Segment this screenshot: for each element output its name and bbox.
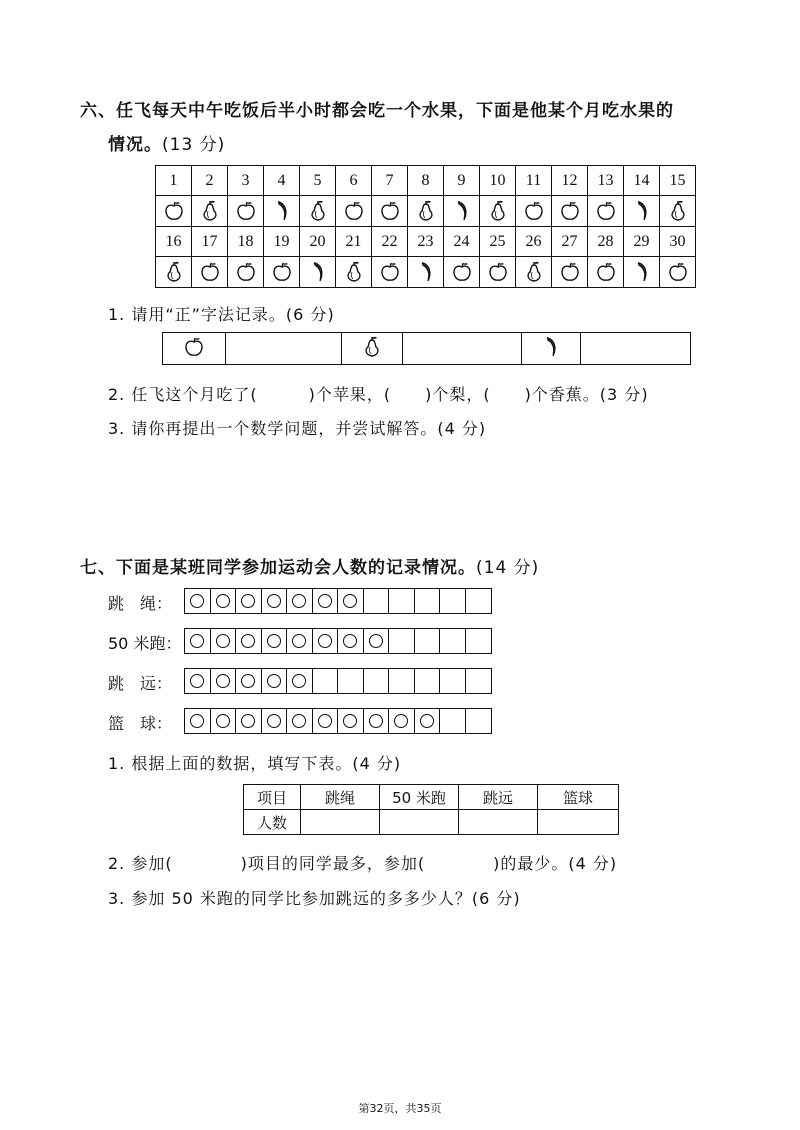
tally-cell xyxy=(236,589,262,613)
tally-cell xyxy=(440,669,466,693)
calendar-fruit-cell xyxy=(300,257,336,288)
banana-icon xyxy=(444,199,479,223)
tally-cell xyxy=(364,629,390,653)
calendar-day-row xyxy=(156,166,696,196)
apple-icon xyxy=(156,200,191,222)
circle-mark xyxy=(369,714,383,728)
tally-apple-record[interactable] xyxy=(226,333,342,364)
circle-mark xyxy=(190,674,204,688)
banana-icon xyxy=(624,260,659,284)
tally-cell xyxy=(185,669,211,693)
tally-cell xyxy=(338,589,364,613)
section6-q1: 1. 请用“正”字法记录。(6 分) xyxy=(108,305,335,324)
tally-cell xyxy=(287,709,313,733)
pear-icon xyxy=(156,260,191,284)
tally-cell xyxy=(364,709,390,733)
tally-banana-icon xyxy=(540,335,562,363)
tally-cell xyxy=(313,709,339,733)
calendar-day-number: 9 xyxy=(444,166,480,196)
pear-icon xyxy=(336,260,371,284)
calendar-day-number: 16 xyxy=(156,227,192,257)
tally-cell xyxy=(236,709,262,733)
circle-mark xyxy=(318,594,332,608)
calendar-day-number: 22 xyxy=(372,227,408,257)
tally-cell xyxy=(185,709,211,733)
tally-cell xyxy=(338,669,364,693)
calendar-fruit-cell xyxy=(336,196,372,227)
tally-banana-cell xyxy=(522,333,581,364)
circle-mark xyxy=(394,714,408,728)
tally-cell xyxy=(313,629,339,653)
pear-icon xyxy=(660,199,695,223)
calendar-day-number: 10 xyxy=(480,166,516,196)
answer-cell-50m[interactable] xyxy=(380,810,459,835)
tally-cell xyxy=(211,709,237,733)
calendar-fruit-cell xyxy=(516,196,552,227)
circle-mark xyxy=(241,674,255,688)
calendar-day-number: 28 xyxy=(588,227,624,257)
tally-cell xyxy=(262,589,288,613)
tally-cell xyxy=(313,669,339,693)
calendar-fruit-cell xyxy=(192,257,228,288)
circle-mark xyxy=(343,634,357,648)
tally-cell xyxy=(466,589,492,613)
circle-mark xyxy=(190,714,204,728)
table-row-label: 人数 xyxy=(244,810,301,835)
calendar-fruit-cell xyxy=(300,196,336,227)
tally-cell xyxy=(466,709,492,733)
tally-cell xyxy=(262,669,288,693)
table-header-cell: 跳绳 xyxy=(301,785,380,810)
tally-cell xyxy=(287,629,313,653)
tally-cell xyxy=(211,629,237,653)
calendar-fruit-cell xyxy=(408,257,444,288)
tally-cell xyxy=(262,709,288,733)
tally-cell xyxy=(211,669,237,693)
banana-icon xyxy=(408,260,443,284)
tally-cell xyxy=(236,669,262,693)
sports-count-table xyxy=(243,784,619,835)
section6-score: (13 分) xyxy=(162,135,226,155)
apple-icon xyxy=(264,261,299,283)
circle-mark xyxy=(190,594,204,608)
table-header-cell: 篮球 xyxy=(538,785,619,810)
circle-mark xyxy=(292,674,306,688)
calendar-day-row xyxy=(156,227,696,257)
circle-mark xyxy=(292,634,306,648)
tally-cell xyxy=(415,669,441,693)
tally-cell xyxy=(415,709,441,733)
sport-label-basketball: 篮 球： xyxy=(108,714,173,733)
apple-icon xyxy=(552,261,587,283)
section6-title-line2-text: 情况。 xyxy=(108,135,162,155)
circle-mark xyxy=(420,714,434,728)
tally-cell xyxy=(338,709,364,733)
circle-mark xyxy=(241,594,255,608)
banana-icon xyxy=(300,260,335,284)
calendar-fruit-row xyxy=(156,196,696,227)
calendar-day-number: 24 xyxy=(444,227,480,257)
banana-icon xyxy=(624,199,659,223)
calendar-day-number: 11 xyxy=(516,166,552,196)
table-header-cell: 跳远 xyxy=(459,785,538,810)
tally-cell xyxy=(466,669,492,693)
circle-mark xyxy=(369,634,383,648)
calendar-fruit-cell xyxy=(228,196,264,227)
apple-icon xyxy=(588,200,623,222)
calendar-fruit-row xyxy=(156,257,696,288)
apple-icon xyxy=(552,200,587,222)
circle-mark xyxy=(267,634,281,648)
pear-icon xyxy=(516,260,551,284)
answer-cell-longjump[interactable] xyxy=(459,810,538,835)
tally-cell xyxy=(185,629,211,653)
apple-icon xyxy=(588,261,623,283)
table-header-cell: 项目 xyxy=(244,785,301,810)
section6-q3: 3. 请你再提出一个数学问题，并尝试解答。(4 分) xyxy=(108,419,487,438)
tally-cell xyxy=(389,669,415,693)
calendar-day-number: 15 xyxy=(660,166,696,196)
tally-cell xyxy=(389,589,415,613)
calendar-day-number: 14 xyxy=(624,166,660,196)
apple-icon xyxy=(516,200,551,222)
calendar-day-number: 18 xyxy=(228,227,264,257)
section7-q3: 3. 参加 50 米跑的同学比参加跳远的多多少人？(6 分) xyxy=(108,889,521,908)
apple-icon xyxy=(336,200,371,222)
table-header-cell: 50 米跑 xyxy=(380,785,459,810)
calendar-day-number: 13 xyxy=(588,166,624,196)
tally-cell xyxy=(338,629,364,653)
fruit-calendar xyxy=(155,165,696,288)
calendar-day-number: 2 xyxy=(192,166,228,196)
tally-cell xyxy=(364,669,390,693)
section7-title xyxy=(80,553,539,578)
table-row xyxy=(244,810,619,835)
calendar-day-number: 30 xyxy=(660,227,696,257)
calendar-fruit-cell xyxy=(660,196,696,227)
sport-row-basketball xyxy=(184,708,492,734)
calendar-fruit-cell xyxy=(192,196,228,227)
calendar-day-number: 25 xyxy=(480,227,516,257)
tally-cell xyxy=(415,589,441,613)
sport-label-50m: 50 米跑： xyxy=(108,634,182,653)
tally-cell xyxy=(440,589,466,613)
apple-icon xyxy=(480,261,515,283)
answer-cell-jumprope[interactable] xyxy=(301,810,380,835)
calendar-fruit-cell xyxy=(552,196,588,227)
calendar-fruit-cell xyxy=(516,257,552,288)
circle-mark xyxy=(267,594,281,608)
circle-mark xyxy=(343,594,357,608)
page-footer: 第32页，共35页 xyxy=(358,1102,442,1115)
tally-box xyxy=(162,332,691,365)
circle-mark xyxy=(216,594,230,608)
calendar-fruit-cell xyxy=(444,257,480,288)
calendar-day-number: 1 xyxy=(156,166,192,196)
tally-apple-icon xyxy=(183,336,205,362)
calendar-fruit-cell xyxy=(444,196,480,227)
circle-mark xyxy=(216,634,230,648)
calendar-day-number: 20 xyxy=(300,227,336,257)
tally-cell xyxy=(364,589,390,613)
calendar-fruit-cell xyxy=(156,196,192,227)
calendar-fruit-cell xyxy=(552,257,588,288)
calendar-day-number: 7 xyxy=(372,166,408,196)
calendar-fruit-cell xyxy=(624,257,660,288)
circle-mark xyxy=(216,714,230,728)
tally-cell xyxy=(313,589,339,613)
tally-cell xyxy=(466,629,492,653)
tally-pear-icon xyxy=(361,335,383,363)
calendar-fruit-cell xyxy=(480,196,516,227)
calendar-day-number: 17 xyxy=(192,227,228,257)
calendar-day-number: 12 xyxy=(552,166,588,196)
tally-pear-record[interactable] xyxy=(403,333,522,364)
calendar-day-number: 21 xyxy=(336,227,372,257)
calendar-day-number: 19 xyxy=(264,227,300,257)
tally-cell xyxy=(262,629,288,653)
apple-icon xyxy=(192,261,227,283)
tally-cell xyxy=(236,629,262,653)
calendar-day-number: 6 xyxy=(336,166,372,196)
circle-mark xyxy=(190,634,204,648)
apple-icon xyxy=(228,200,263,222)
calendar-fruit-cell xyxy=(660,257,696,288)
circle-mark xyxy=(267,714,281,728)
circle-mark xyxy=(292,594,306,608)
table-header-row xyxy=(244,785,619,810)
circle-mark xyxy=(267,674,281,688)
pear-icon xyxy=(480,199,515,223)
tally-cell xyxy=(185,589,211,613)
tally-cell xyxy=(211,589,237,613)
circle-mark xyxy=(241,634,255,648)
apple-icon xyxy=(372,261,407,283)
banana-icon xyxy=(264,199,299,223)
section7-score: (14 分) xyxy=(476,558,540,578)
answer-cell-basketball[interactable] xyxy=(538,810,619,835)
tally-cell xyxy=(415,629,441,653)
sport-label-jumprope: 跳 绳： xyxy=(108,594,173,613)
section6-q2: 2. 任飞这个月吃了( )个苹果，( )个梨，( )个香蕉。(3 分) xyxy=(108,385,649,404)
tally-cell xyxy=(389,709,415,733)
section7-q1: 1. 根据上面的数据，填写下表。(4 分) xyxy=(108,754,402,773)
calendar-day-number: 23 xyxy=(408,227,444,257)
calendar-fruit-cell xyxy=(480,257,516,288)
tally-cell xyxy=(389,629,415,653)
calendar-fruit-cell xyxy=(228,257,264,288)
calendar-fruit-cell xyxy=(408,196,444,227)
pear-icon xyxy=(192,199,227,223)
tally-banana-record[interactable] xyxy=(581,333,690,364)
calendar-day-number: 26 xyxy=(516,227,552,257)
calendar-fruit-cell xyxy=(588,196,624,227)
section7-q2: 2. 参加( )项目的同学最多，参加( )的最少。(4 分) xyxy=(108,854,618,873)
apple-icon xyxy=(228,261,263,283)
circle-mark xyxy=(241,714,255,728)
calendar-day-number: 27 xyxy=(552,227,588,257)
circle-mark xyxy=(318,634,332,648)
pear-icon xyxy=(300,199,335,223)
calendar-day-number: 3 xyxy=(228,166,264,196)
circle-mark xyxy=(343,714,357,728)
tally-cell xyxy=(440,629,466,653)
circle-mark xyxy=(318,714,332,728)
section6-title-line1: 六、任飞每天中午吃饭后半小时都会吃一个水果，下面是他某个月吃水果的 xyxy=(80,101,674,121)
sport-label-longjump: 跳 远： xyxy=(108,674,173,693)
sport-row-jumprope xyxy=(184,588,492,614)
tally-cell xyxy=(287,669,313,693)
calendar-fruit-cell xyxy=(264,257,300,288)
calendar-day-number: 5 xyxy=(300,166,336,196)
tally-cell xyxy=(287,589,313,613)
apple-icon xyxy=(660,261,695,283)
section6-title-line2 xyxy=(108,130,225,155)
section7-title-text: 七、下面是某班同学参加运动会人数的记录情况。 xyxy=(80,558,476,578)
tally-pear-cell xyxy=(342,333,403,364)
apple-icon xyxy=(444,261,479,283)
calendar-day-number: 29 xyxy=(624,227,660,257)
calendar-day-number: 8 xyxy=(408,166,444,196)
tally-cell xyxy=(440,709,466,733)
sport-row-longjump xyxy=(184,668,492,694)
calendar-fruit-cell xyxy=(624,196,660,227)
calendar-day-number: 4 xyxy=(264,166,300,196)
calendar-fruit-cell xyxy=(372,257,408,288)
calendar-fruit-cell xyxy=(264,196,300,227)
circle-mark xyxy=(216,674,230,688)
tally-apple-cell xyxy=(163,333,226,364)
pear-icon xyxy=(408,199,443,223)
calendar-fruit-cell xyxy=(372,196,408,227)
calendar-fruit-cell xyxy=(336,257,372,288)
circle-mark xyxy=(292,714,306,728)
apple-icon xyxy=(372,200,407,222)
calendar-fruit-cell xyxy=(588,257,624,288)
sport-row-50m xyxy=(184,628,492,654)
calendar-fruit-cell xyxy=(156,257,192,288)
